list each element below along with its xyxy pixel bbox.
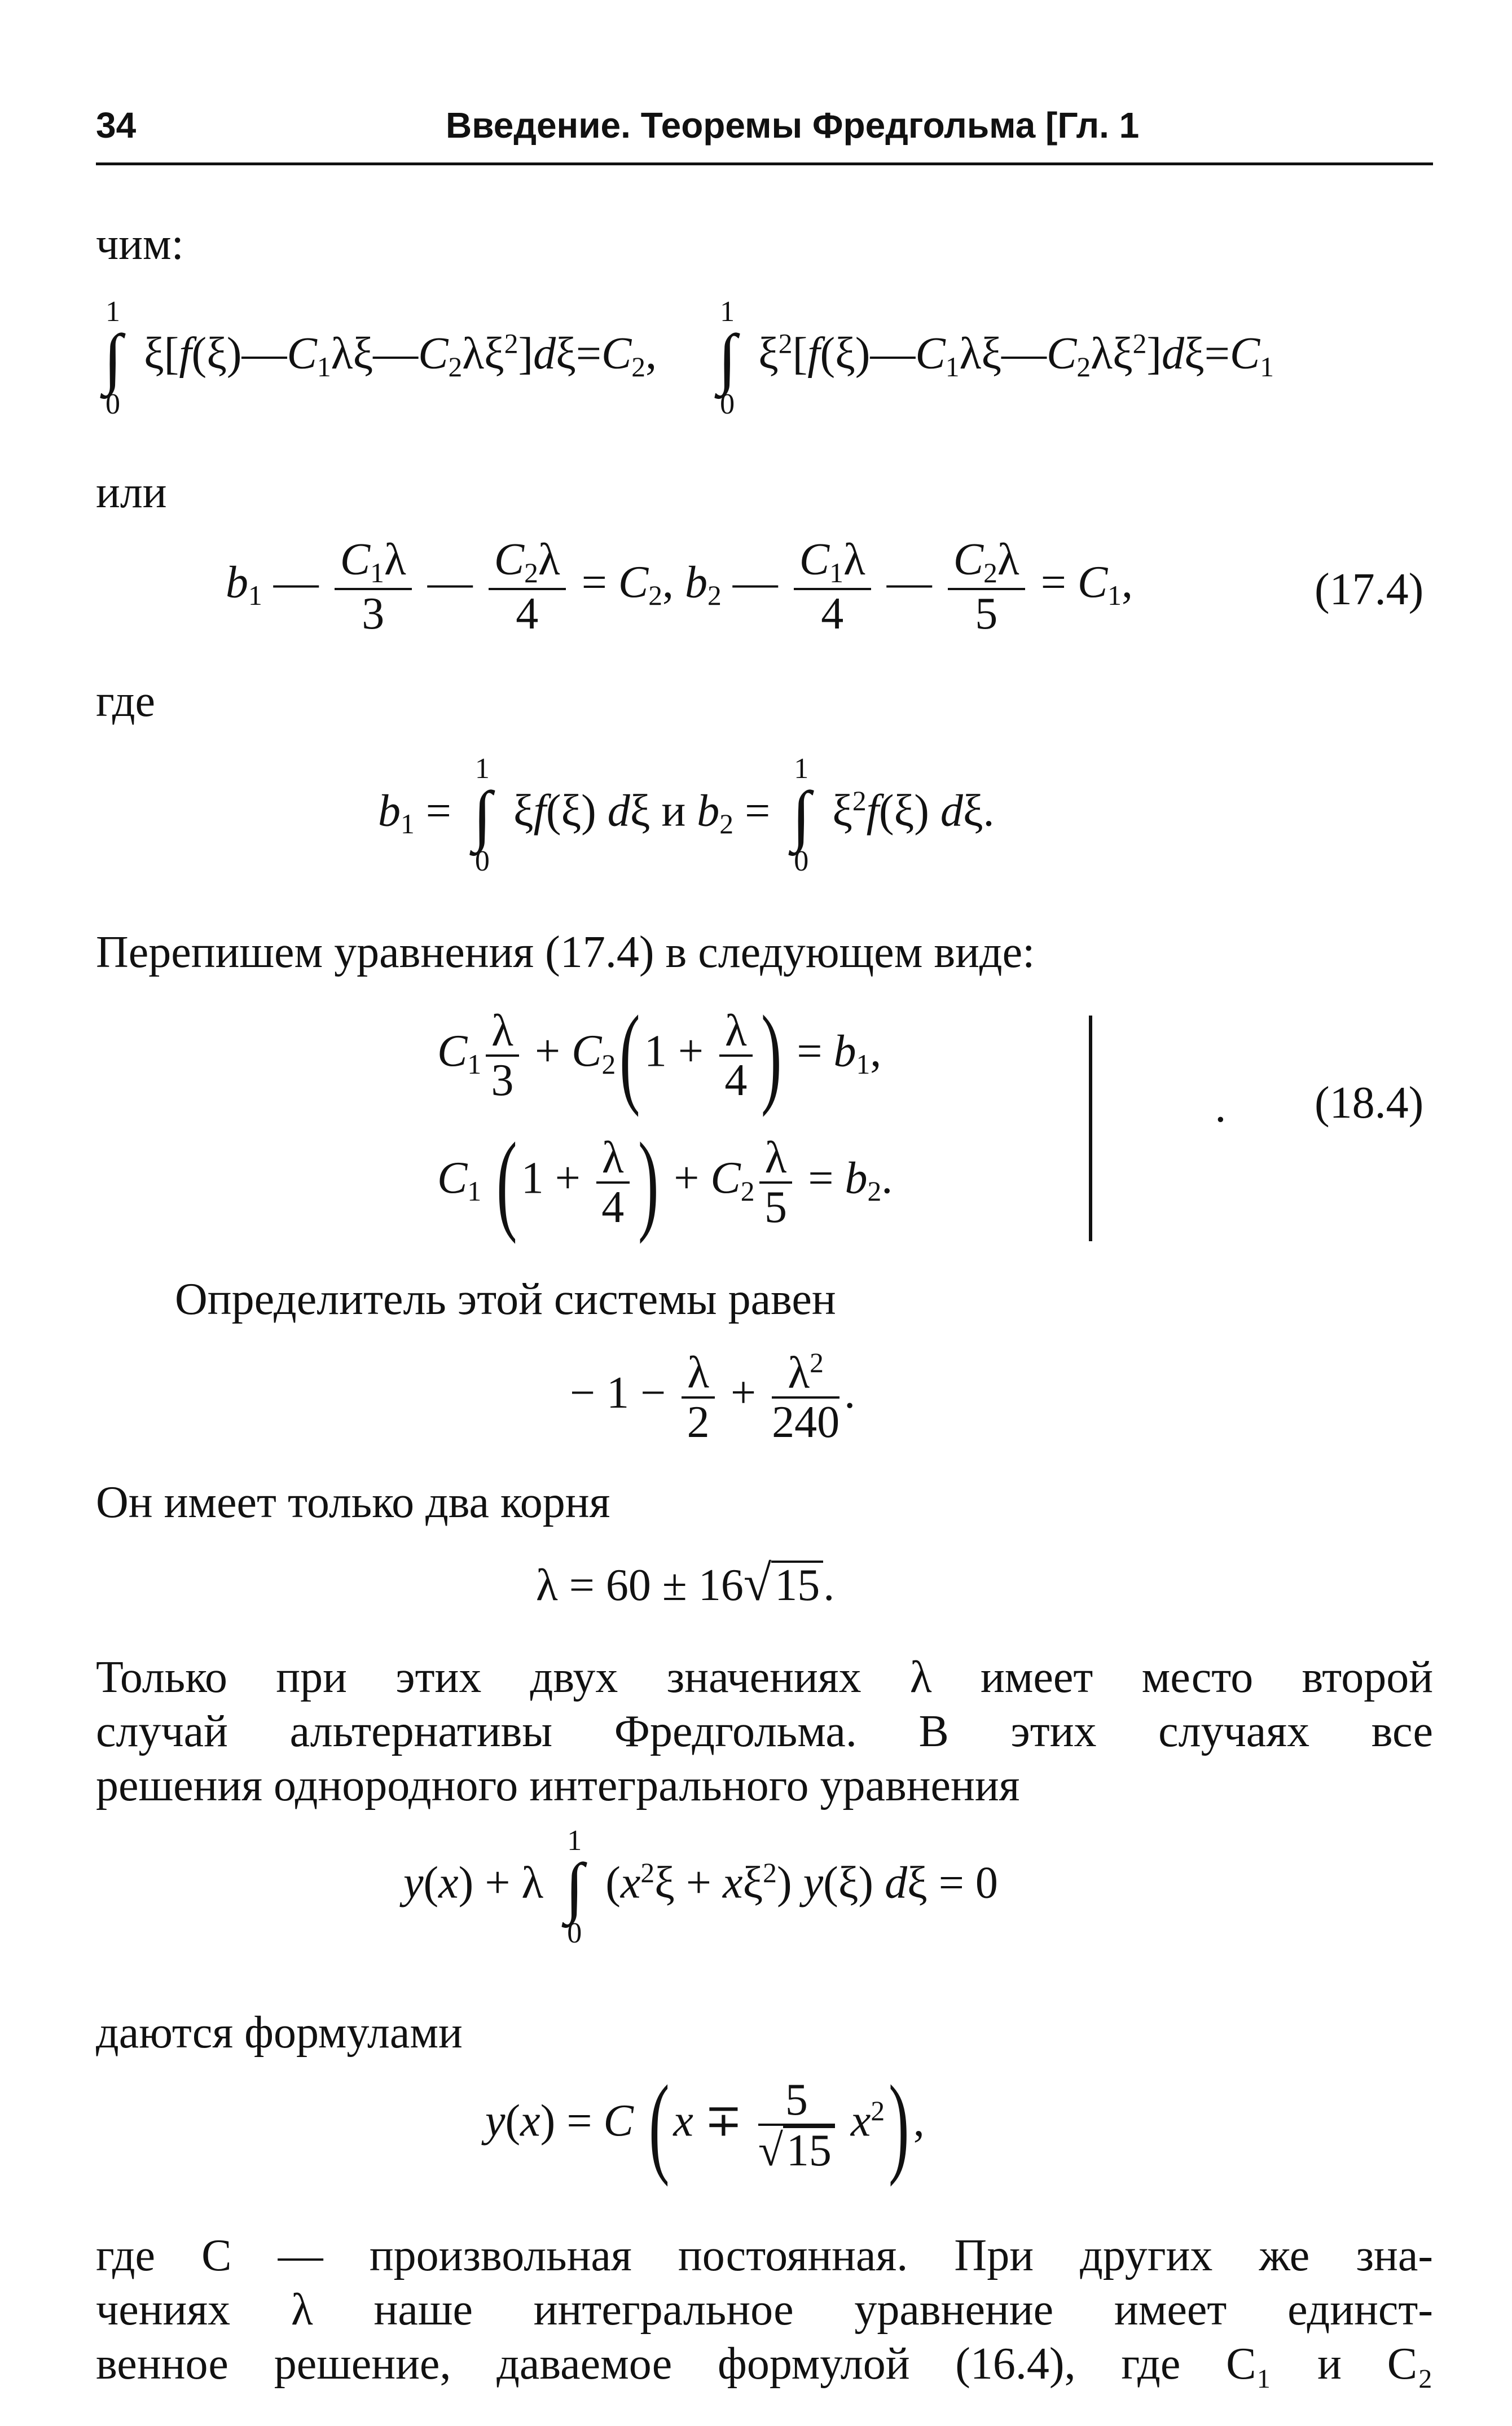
integral-sign: 1 ∫ 0 [565,1825,584,1949]
equation-label-18-4: (18.4) [1315,1078,1424,1128]
text-determinant: Определитель этой системы равен [175,1274,836,1324]
text-ili: или [96,468,167,517]
equation-integrals: 1 ∫ 0 $\xi[f(\xi)—C_1\lambda\xi—C_2\lambda\xi^2]d\xi=C_2$, 1 ∫ 0 $\xi^2[f(\xi)—C_1\lambda\xi—C_2\lambda\xi^2]d\xi=C_1$ [93,296,1274,420]
equation-roots: λ = 60 ± 16√15. [536,1555,835,1611]
integral-sign: 1 ∫ 0 [473,753,492,877]
equation-determinant: − 1 − $\frac{\lambda}{2}$ + $\frac{\lambda^2}{240}$ . [570,1347,856,1448]
equation-18-4-row2: $C_1$ (1 + $\frac{\lambda}{4}$ ) + $C_2$ $\frac{\lambda}{5}$ = $b_2$. [437,1120,893,1245]
text-chim: чим: [96,219,184,269]
running-title: Введение. Теоремы Фредгольма [Гл. 1 [446,105,1140,146]
equation-17-4: $b_1$ — $\frac{C_1\lambda}{3}$ — $\frac{C_2\lambda}{4}$ = $C_2$, $b_2$ — $\frac{C_1\lambda}{4}$ — $\frac{C_2\lambda}{5}$ = $C_1$, [226,535,1133,639]
integral-sign: 1 ∫ 0 [103,296,122,420]
equation-label-17-4: (17.4) [1315,565,1424,614]
text-rewrite: Перепишем уравнения (17.4) в следующем виде: [96,928,1035,977]
equation-homogeneous: y(x) + λ 1 ∫ 0 $(x^2\xi + x\xi^2)$ y(ξ) dξ = 0 [403,1825,998,1949]
paragraph-unique-solution: где C — произвольная постоянная. При других же зна- чениях λ наше интегральное уравнение имеет единст- венное решение, даваемое формулой (16.4), где C₁ и C₂ [96,2231,1433,2389]
page-number: 34 [96,105,137,146]
equation-18-4-row1: $C_1$ $\frac{\lambda}{3}$ + $C_2(1$ + $\frac{\lambda}{4}$ ) = $b_1$, [437,993,882,1118]
integral-sign: 1 ∫ 0 [792,753,811,877]
header-rule [96,162,1433,165]
text-gde: где [96,676,156,726]
text-formulas: даются формулами [96,2008,463,2058]
text-two-roots: Он имеет только два корня [96,1478,610,1527]
integral-sign: 1 ∫ 0 [718,296,737,420]
system-bracket [1089,1016,1092,1241]
paragraph-alternative: Только при этих двух значениях λ имеет место второй случай альтернативы Фредгольма. В этих случаях все решения однородного интегрального уравнения [96,1653,1433,1810]
dot-mark: · [1213,1095,1228,1145]
equation-b-definitions: $b_1$ = 1 ∫ 0 ξf(ξ) dξ и $b_2$ = 1 ∫ 0 $\xi^2f(\xi)$ dξ. [378,753,995,877]
equation-solution: y(x) = C (x ∓ $\frac{5}{√15}$ $x^2$), [485,2063,925,2187]
